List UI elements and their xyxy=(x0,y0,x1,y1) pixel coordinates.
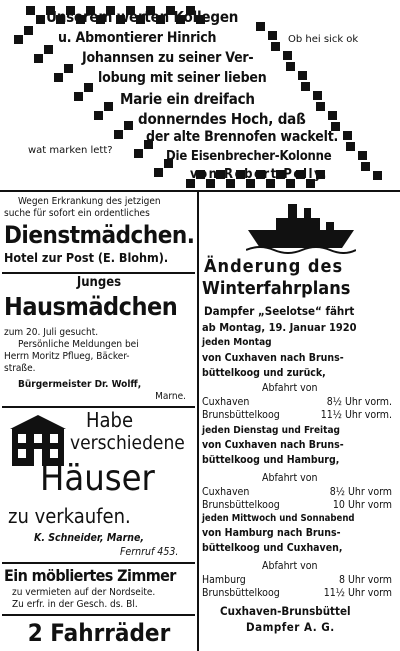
horizontal-rule xyxy=(0,190,400,192)
s1-row-1-place: Cuxhaven xyxy=(202,396,250,408)
s2-row-1-place: Cuxhaven xyxy=(202,486,250,498)
s2-row-2-time: 10 Uhr vorm xyxy=(332,499,392,511)
announcement-line-3: Johannsen zu seiner Ver- xyxy=(82,50,254,66)
checker-square xyxy=(316,102,325,111)
checker-square xyxy=(94,111,103,120)
side-question-2: wat marken lett? xyxy=(28,145,113,156)
announcement-line-4: lobung mit seiner lieben xyxy=(98,70,267,86)
checker-square xyxy=(373,171,382,180)
side-question-1: Ob hei sick ok xyxy=(288,34,359,45)
checker-square xyxy=(154,168,163,177)
haus-text-1: zum 20. Juli gesucht. xyxy=(4,327,99,338)
s3-row-1-time: 8 Uhr vorm xyxy=(338,574,392,586)
checker-square xyxy=(36,15,45,24)
left-separator-3 xyxy=(2,562,195,564)
checker-square xyxy=(54,73,63,82)
s3-days: jeden Mittwoch und Sonnabend xyxy=(202,513,355,524)
s3-abfahrt: Abfahrt von xyxy=(262,560,318,572)
haeuser-line-3: zu verkaufen. xyxy=(8,504,131,528)
s1-row-2-place: Brunsbüttelkoog xyxy=(202,409,280,421)
checker-square xyxy=(298,71,307,80)
haeuser-line-2: verschiedene xyxy=(70,432,185,454)
ad-zimmer xyxy=(4,565,194,611)
haus-headline: Hausmädchen xyxy=(4,292,178,321)
left-separator-4 xyxy=(2,614,195,616)
s1-abfahrt: Abfahrt von xyxy=(262,382,318,394)
checker-square xyxy=(313,91,322,100)
haeuser-headline: Häuser xyxy=(40,458,155,499)
checker-square xyxy=(268,31,277,40)
ad-fahrraeder xyxy=(4,617,194,649)
checker-square xyxy=(34,54,43,63)
dienst-headline: Dienstmädchen. xyxy=(4,221,195,249)
s2-days: jeden Dienstag und Freitag xyxy=(202,425,340,436)
s1-route-1: von Cuxhaven nach Bruns- xyxy=(202,352,344,364)
announcement-line-5: Marie ein dreifach xyxy=(120,90,255,108)
s3-row-2-time: 11½ Uhr vorm xyxy=(323,587,392,599)
s1-route-2: büttelkoog und zurück, xyxy=(202,367,326,379)
announcement-line-2: u. Abmontierer Hinrich xyxy=(58,30,217,46)
checker-square xyxy=(346,142,355,151)
s2-row-2-place: Brunsbüttelkoog xyxy=(202,499,280,511)
announcement-line-1: Unserem werten Kollegen xyxy=(46,8,239,26)
s1-row-1-time: 8½ Uhr vorm. xyxy=(326,396,392,408)
announcement-signature: von Robert Polly. xyxy=(190,167,328,182)
s3-row-2-place: Brunsbüttelkoog xyxy=(202,587,280,599)
s3-route-1: von Hamburg nach Bruns- xyxy=(202,527,341,539)
s1-days: jeden Montag xyxy=(202,337,272,348)
haus-sign-1: Bürgermeister Dr. Wolff, xyxy=(18,379,142,390)
haus-sign-2: Marne. xyxy=(155,391,186,402)
s3-row-1-place: Hamburg xyxy=(202,574,246,586)
fahrplan-company-2: Dampfer A. G. xyxy=(246,620,335,634)
haeuser-sign-1: K. Schneider, Marne, xyxy=(34,532,145,544)
s2-row-1-time: 8½ Uhr vorm xyxy=(329,486,392,498)
checker-square xyxy=(14,35,23,44)
checker-square xyxy=(104,102,113,111)
fahrraeder-headline: 2 Fahrräder xyxy=(27,619,171,647)
checker-square xyxy=(256,22,265,31)
zimmer-text-1: zu vermieten auf der Nordseite. xyxy=(12,587,156,598)
s1-row-2-time: 11½ Uhr vorm. xyxy=(320,409,392,421)
checker-square xyxy=(84,83,93,92)
checker-square xyxy=(124,121,133,130)
ad-dienstmaedchen xyxy=(4,196,194,266)
checker-square xyxy=(114,130,123,139)
checker-square xyxy=(64,64,73,73)
checker-square xyxy=(26,6,35,15)
announcement-line-6: donnerndes Hoch, daß xyxy=(138,110,306,128)
fahrplan-date: ab Montag, 19. Januar 1920 xyxy=(202,321,357,334)
checker-square xyxy=(301,82,310,91)
ad-hausmaedchen xyxy=(4,275,194,403)
checker-square xyxy=(283,51,292,60)
checker-square xyxy=(24,26,33,35)
announcement-line-8: Die Eisenbrecher-Kolonne xyxy=(166,149,332,164)
dienst-text-2: suche für sofort ein ordentliches xyxy=(4,208,150,219)
steamship-icon xyxy=(246,202,356,254)
dienst-footer: Hotel zur Post (E. Blohm). xyxy=(4,250,169,265)
s2-route-1: von Cuxhaven nach Bruns- xyxy=(202,439,344,451)
haeuser-line-1: Habe xyxy=(86,408,134,432)
ad-winterfahrplan xyxy=(202,196,396,651)
fahrplan-intro: Dampfer „Seelotse“ fährt xyxy=(204,304,355,318)
zimmer-headline: Ein möbliertes Zimmer xyxy=(4,566,176,585)
checker-square xyxy=(328,111,337,120)
checker-square xyxy=(44,45,53,54)
checker-square xyxy=(271,42,280,51)
zimmer-text-2: Zu erfr. in der Gesch. ds. Bl. xyxy=(12,599,138,610)
s2-route-2: büttelkoog und Hamburg, xyxy=(202,454,340,466)
checker-square xyxy=(134,149,143,158)
haus-kicker: Junges xyxy=(76,275,122,290)
fahrplan-headline-1: Änderung des xyxy=(204,256,344,277)
haus-text-2: Persönliche Meldungen bei xyxy=(18,339,139,350)
haus-text-3: Herrn Moritz Pflueg, Bäcker- xyxy=(4,351,130,362)
checker-square xyxy=(361,162,370,171)
haeuser-sign-2: Fernruf 453. xyxy=(120,546,179,558)
fahrplan-company-1: Cuxhaven-Brunsbüttel xyxy=(220,604,351,618)
haus-text-4: straße. xyxy=(4,363,36,374)
s2-abfahrt: Abfahrt von xyxy=(262,472,318,484)
s3-route-2: büttelkoog und Cuxhaven, xyxy=(202,542,343,554)
fahrplan-headline-2: Winterfahrplans xyxy=(202,278,351,299)
checker-square xyxy=(358,151,367,160)
column-divider xyxy=(197,192,199,651)
announcement xyxy=(6,4,394,188)
checker-square xyxy=(286,62,295,71)
announcement-line-7: der alte Brennofen wackelt. xyxy=(146,129,339,145)
left-separator-1 xyxy=(2,272,195,274)
checker-square xyxy=(74,92,83,101)
dienst-text-1: Wegen Erkrankung des jetzigen xyxy=(18,196,161,207)
checker-square xyxy=(343,131,352,140)
